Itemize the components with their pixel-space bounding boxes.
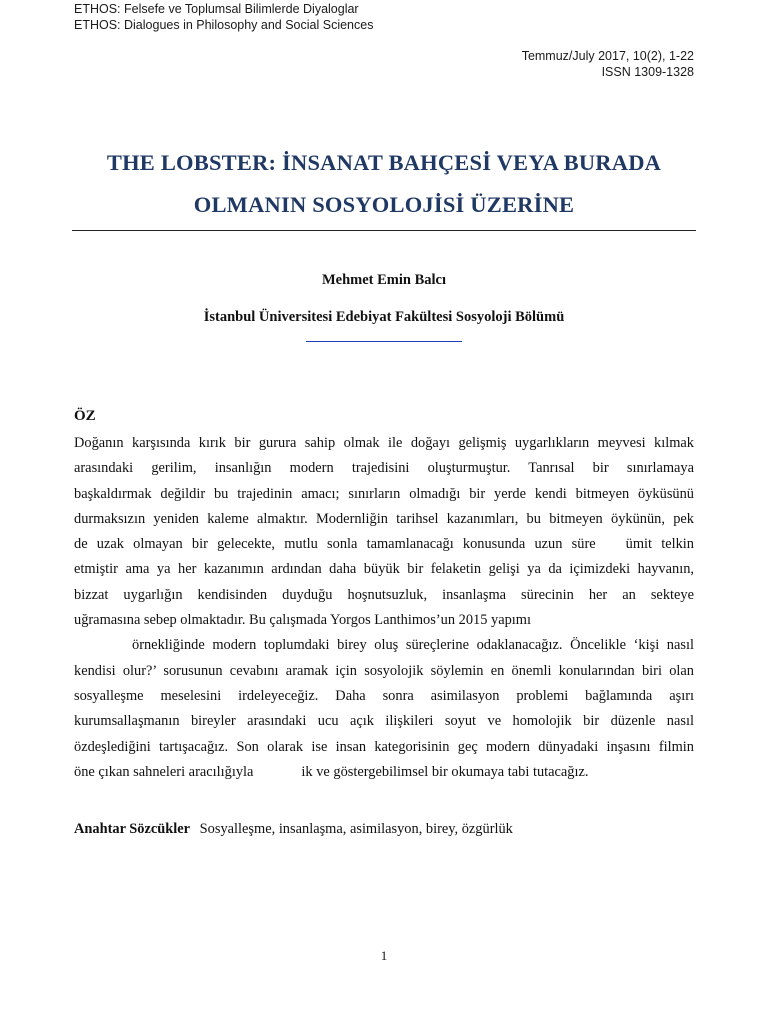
page-number: 1 bbox=[380, 948, 388, 963]
abstract-line: örnekliğinde modern toplumdaki birey oluş süreçlerine odaklanacağız. Öncelikle ‘kişi nasıl bbox=[132, 637, 694, 654]
article-title bbox=[72, 142, 696, 226]
abstract-line: sosyalleşme meselesini irdeleyeceğiz. Daha sonra asimilasyon problemi bağlamında aşırı bbox=[74, 687, 694, 704]
keywords bbox=[74, 820, 513, 838]
abstract-line: Doğanın karşısında kırık bir gurura sahip olmak ile doğayı gelişmiş uygarlıkların meyvesi kılmak bbox=[74, 435, 694, 451]
abstract-line: kurumsallaşmanın bireyler arasındaki ucu açık ilişkileri soyut ve homolojik bir düzenle nasıl bbox=[74, 713, 694, 730]
issue-info bbox=[522, 48, 694, 80]
journal-header bbox=[74, 1, 373, 33]
abstract-line bbox=[74, 760, 694, 785]
abstract-line-segment: de uzak olmayan bir gelecekte, mutlu sonla tamamlanacağı konusunda uzun süre bbox=[74, 536, 596, 553]
title-line-2: OLMANIN SOSYOLOJİSİ ÜZERİNE bbox=[193, 192, 575, 217]
issue-date: Temmuz/July 2017, 10(2), 1-22 bbox=[521, 49, 694, 63]
title-line-1: THE LOBSTER: İNSANAT BAHÇESİ VEYA BURADA bbox=[106, 150, 662, 175]
journal-name-en: ETHOS: Dialogues in Philosophy and Social Sciences bbox=[74, 18, 374, 32]
abstract-line: etmiştir ama ya her kazanımın ardından daha büyük bir felaketin gelişi ya da içimizdeki hayvanın, bbox=[74, 561, 694, 578]
abstract-line: özdeşlediğini tartışacağız. Son olarak ise insan kategorisinin geç modern dünyadaki inşasını filmin bbox=[74, 738, 694, 755]
abstract-line-segment: öne çıkan sahneleri aracılığıyla bbox=[74, 763, 254, 780]
author-name: Mehmet Emin Balcı bbox=[321, 272, 447, 288]
abstract-line: uğramasına sebep olmaktadır. Bu çalışmada Yorgos Lanthimos’un 2015 yapımı bbox=[74, 612, 531, 629]
author-affiliation: İstanbul Üniversitesi Edebiyat Fakültesi Sosyoloji Bölümü bbox=[203, 309, 565, 325]
abstract-line: bizzat uygarlığın kendisinden duyduğu hoşnutsuzluk, insanlaşma sürecinin her an sekteye bbox=[74, 586, 694, 603]
journal-name-tr: ETHOS: Felsefe ve Toplumsal Bilimlerde Diyaloglar bbox=[74, 2, 359, 16]
abstract-line bbox=[74, 532, 694, 557]
abstract-body bbox=[74, 431, 694, 785]
abstract-line: durmaksızın yeniden kaleme almaktır. Modernliğin tarihsel kazanımları, bu bitmeyen öykünün, pek bbox=[74, 510, 694, 527]
keywords-label: Anahtar Sözcükler bbox=[74, 821, 191, 837]
abstract-line: başkaldırmak değildir bu trajedinin amacı; sınırların olmadığı bir yerde kendi bitmeyen öyküsünü bbox=[74, 485, 694, 502]
abstract-heading: ÖZ bbox=[74, 408, 96, 424]
issn: ISSN 1309-1328 bbox=[601, 65, 694, 79]
abstract-line: kendisi olur?’ sorusunun cevabını aramak için sosyolojik söylemin en önemli konularından biri olan bbox=[74, 662, 694, 679]
abstract-line: arasındaki gerilim, insanlığın modern trajedisini oluşturmuştur. Tanrısal bir sınırlamaya bbox=[74, 460, 694, 477]
abstract-line-segment: ümit telkin bbox=[625, 536, 694, 553]
abstract-line-segment: ik ve göstergebilimsel bir okumaya tabi tutacağız. bbox=[301, 763, 589, 780]
keywords-value: Sosyalleşme, insanlaşma, asimilasyon, birey, özgürlük bbox=[199, 821, 513, 837]
title-divider bbox=[72, 230, 696, 231]
author-email-link[interactable] bbox=[306, 341, 462, 342]
